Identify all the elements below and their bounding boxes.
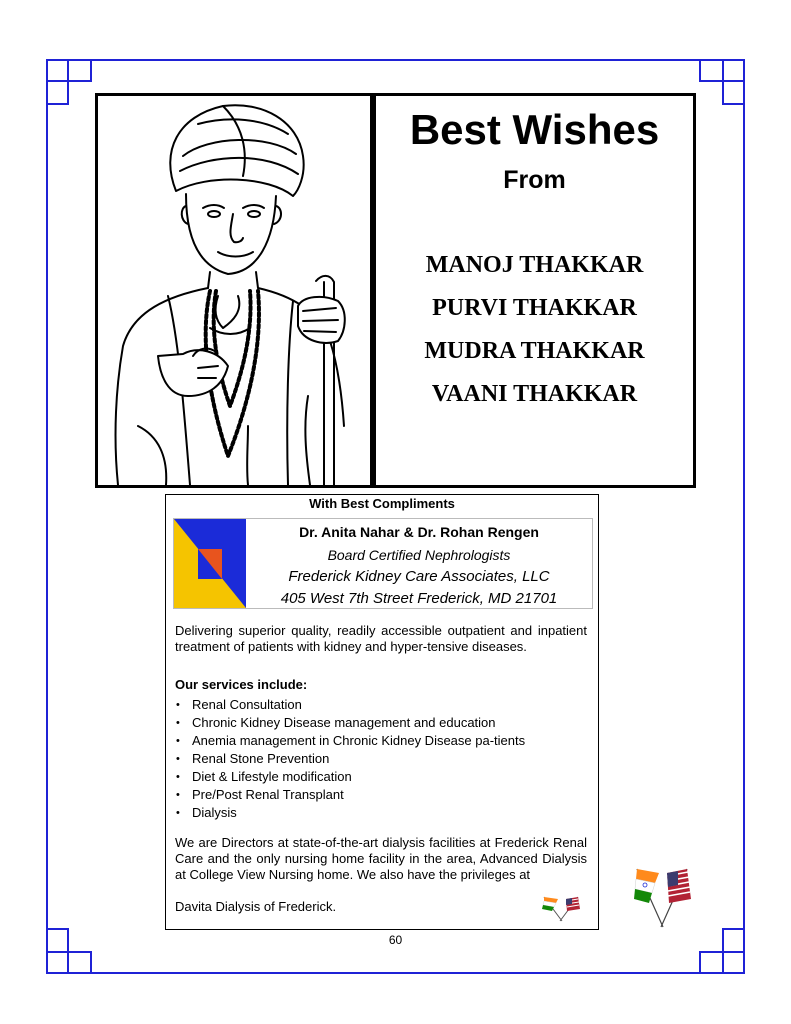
best-wishes-panel	[373, 93, 696, 488]
intro-paragraph: Delivering superior quality, readily accessible outpatient and inpatient treatment of patients with kidney and hyper-tensive diseases.	[175, 623, 587, 654]
portrait-illustration	[95, 93, 373, 488]
flags-icon	[538, 893, 584, 923]
doctor-names: Dr. Anita Nahar & Dr. Rohan Rengen	[299, 524, 539, 540]
davita-line: Davita Dialysis of Frederick.	[175, 899, 337, 914]
family-name: MANOJ THAKKAR	[425, 252, 644, 278]
list-item: • Renal Consultation	[176, 697, 302, 712]
wishes-title: Best Wishes	[409, 106, 660, 153]
list-item: • Dialysis	[176, 805, 237, 820]
services-heading: Our services include:	[175, 677, 308, 692]
outro-paragraph: We are Directors at state-of-the-art dialysis facilities at Frederick Renal Care and the only nursing home facility in the area, Advanced Dialysis at College View Nursing home. We also have the privileges at	[175, 835, 587, 882]
list-item: • Anemia management in Chronic Kidney Disease pa-tients	[176, 733, 526, 748]
wishes-from: From	[503, 166, 566, 194]
list-item: • Chronic Kidney Disease management and education	[176, 715, 496, 730]
list-item: • Renal Stone Prevention	[176, 751, 330, 766]
practice-logo	[174, 519, 246, 608]
services-list	[175, 697, 575, 823]
page-number: 60	[388, 933, 403, 947]
list-item: • Diet & Lifestyle modification	[176, 769, 352, 784]
compliments-advertisement	[165, 494, 599, 930]
family-name: MUDRA THAKKAR	[424, 338, 645, 364]
family-name: PURVI THAKKAR	[432, 295, 637, 321]
family-name: VAANI THAKKAR	[431, 381, 638, 407]
family-names	[376, 244, 693, 416]
practice-name: Frederick Kidney Care Associates, LLC	[288, 568, 550, 585]
specialty: Board Certified Nephrologists	[327, 547, 511, 563]
ad-heading: With Best Compliments	[309, 496, 455, 511]
list-item: • Pre/Post Renal Transplant	[176, 787, 344, 802]
flags-icon	[627, 861, 697, 931]
practice-address: 405 West 7th Street Frederick, MD 21701	[280, 590, 558, 607]
practice-card	[173, 518, 593, 609]
